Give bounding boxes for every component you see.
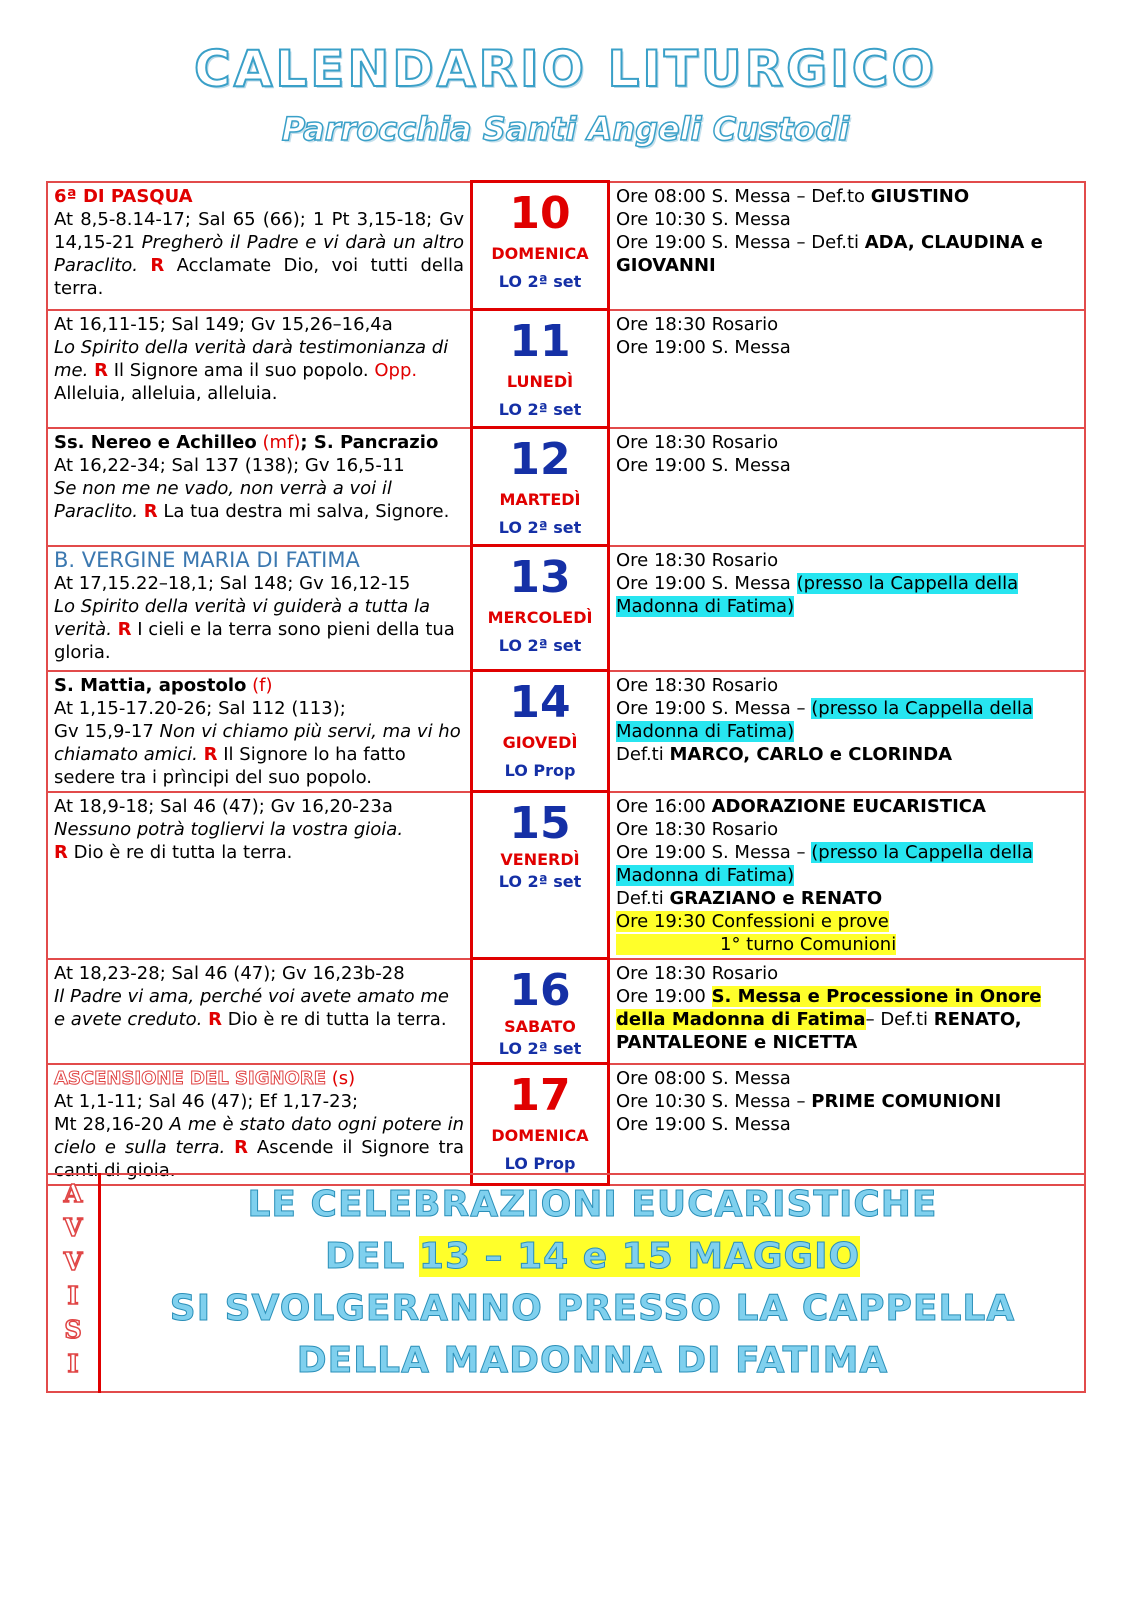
date-cell	[472, 182, 609, 310]
notices-row	[47, 1174, 1085, 1392]
response-marker: R	[234, 1136, 248, 1158]
readings-ref: At 16,11-15; Sal 149; Gv 15,26–16,4a	[54, 313, 393, 335]
schedule-item: Ore 18:30 Rosario	[616, 962, 779, 984]
schedule-item: Ore 10:30 S. Messa	[616, 208, 791, 230]
day-name: DOMENICA	[491, 244, 589, 263]
readings-ref: At 1,15-17.20-26; Sal 112 (113);	[54, 697, 346, 719]
day-name: MERCOLEDÌ	[487, 608, 593, 627]
response-marker: R	[208, 1008, 223, 1030]
readings-ref: Mt 28,16-20	[54, 1113, 164, 1135]
antiphon: Non vi chiamo più servi, ma vi ho chiamato amici.	[54, 720, 461, 765]
schedule-item: Ore 19:00 S. Messa	[616, 336, 791, 358]
readings-ref: At 8,5-8.14-17; Sal 65 (66); 1 Pt 3,15-18; Gv 14,15-21	[54, 208, 464, 253]
celebration-title: S. Mattia, apostolo (f)	[54, 674, 273, 696]
day-number: 16	[509, 965, 571, 1016]
liturgy-of-hours: LO 2ª set	[498, 872, 582, 891]
schedule-item: Ore 10:30 S. Messa – PRIME COMUNIONI	[616, 1090, 1002, 1112]
schedule-item: Def.ti GRAZIANO e RENATO	[616, 887, 883, 909]
notices-label: A V V I S I	[47, 1174, 100, 1392]
response-marker: R	[54, 841, 68, 863]
readings-cell	[47, 310, 472, 428]
psalm-response: Acclamate Dio, voi tutti della terra.	[54, 254, 464, 299]
calendar-table	[46, 180, 1086, 1186]
liturgy-of-hours: LO Prop	[504, 761, 576, 780]
readings-cell	[47, 428, 472, 546]
response-marker: R	[150, 254, 165, 276]
readings-cell	[47, 959, 472, 1064]
celebration-title: Ss. Nereo e Achilleo (mf); S. Pancrazio	[54, 431, 439, 453]
schedule-item: Ore 19:00 S. Messa (presso la Cappella della Madonna di Fatima)	[616, 572, 1019, 617]
liturgy-of-hours: LO 2ª set	[498, 400, 582, 419]
notices-table	[46, 1173, 1086, 1393]
day-number: 10	[509, 188, 571, 239]
readings-ref: Gv 15,9-17	[54, 720, 154, 742]
schedule-cell	[609, 671, 1086, 792]
psalm-response: Il Signore lo ha fatto sedere tra i prìncipi del suo popolo.	[54, 743, 406, 788]
date-cell	[472, 310, 609, 428]
schedule-item: 1° turno Comunioni	[616, 933, 1078, 956]
schedule-item: Ore 19:00 S. Messa – (presso la Cappella della Madonna di Fatima)	[616, 841, 1033, 886]
antiphon: Lo Spirito della verità vi guiderà a tutta la verità.	[54, 595, 430, 640]
readings-cell	[47, 546, 472, 671]
schedule-item: Ore 19:00 S. Messa	[616, 454, 791, 476]
readings-ref: At 16,22-34; Sal 137 (138); Gv 16,5-11	[54, 454, 405, 476]
day-number: 14	[509, 677, 571, 728]
celebration-title: ASCENSIONE DEL SIGNORE (s)	[54, 1067, 356, 1089]
antiphon: Se non me ne vado, non verrà a voi il Paraclito.	[54, 477, 392, 522]
psalm-response: Ascende il Signore tra canti di gioia.	[54, 1136, 464, 1181]
schedule-cell	[609, 546, 1086, 671]
celebration-title: B. VERGINE MARIA DI FATIMA	[54, 547, 360, 572]
schedule-item: Ore 08:00 S. Messa – Def.to GIUSTINO	[616, 185, 970, 207]
schedule-item: Ore 18:30 Rosario	[616, 313, 779, 335]
table-row	[47, 182, 1085, 310]
table-row	[47, 546, 1085, 671]
readings-cell	[47, 1064, 472, 1185]
schedule-item: Def.ti MARCO, CARLO e CLORINDA	[616, 743, 953, 765]
location-highlight: (presso la Cappella della Madonna di Fatima)	[616, 841, 1033, 886]
readings-ref: At 18,23-28; Sal 46 (47); Gv 16,23b-28	[54, 962, 405, 984]
schedule-cell	[609, 428, 1086, 546]
date-cell	[472, 546, 609, 671]
page-subtitle: Parrocchia Santi Angeli Custodi	[281, 110, 850, 148]
table-row	[47, 671, 1085, 792]
table-row	[47, 310, 1085, 428]
readings-cell	[47, 792, 472, 959]
notice-text: LE CELEBRAZIONI EUCARISTICHE DEL 13 – 14 e 15 MAGGIO SI SVOLGERANNO PRESSO LA CAPPELLA DELLA MADONNA DI FATIMA	[100, 1174, 1086, 1392]
table-row	[47, 792, 1085, 959]
day-number: 13	[509, 552, 571, 603]
antiphon: Pregherò il Padre e vi darà un altro Paraclito.	[54, 231, 464, 276]
antiphon: Il Padre vi ama, perché voi avete amato me e avete creduto.	[54, 985, 449, 1030]
readings-ref: At 1,1-11; Sal 46 (47); Ef 1,17-23;	[54, 1090, 359, 1112]
day-number: 12	[509, 434, 571, 485]
antiphon: Lo Spirito della verità darà testimonianza di me.	[54, 336, 449, 381]
liturgy-of-hours: LO 2ª set	[498, 518, 582, 537]
day-name: LUNEDÌ	[506, 372, 574, 391]
opp-label: Opp.	[374, 359, 418, 381]
day-number: 15	[509, 798, 571, 849]
day-number: 11	[509, 316, 571, 367]
schedule-cell	[609, 182, 1086, 310]
psalm-response: La tua destra mi salva, Signore.	[163, 500, 450, 522]
liturgy-of-hours: LO 2ª set	[498, 272, 582, 291]
day-name: MARTEDÌ	[499, 490, 581, 509]
schedule-item: Ore 16:00 ADORAZIONE EUCARISTICA	[616, 795, 986, 817]
schedule-cell	[609, 792, 1086, 959]
readings-cell	[47, 182, 472, 310]
day-name: GIOVEDÌ	[502, 733, 578, 752]
readings-cell	[47, 671, 472, 792]
response-marker: R	[94, 359, 108, 381]
table-row	[47, 959, 1085, 1064]
page-title: CALENDARIO LITURGICO	[194, 40, 937, 98]
date-cell	[472, 959, 609, 1064]
schedule-item: Ore 19:30 Confessioni e prove	[616, 910, 889, 932]
schedule-cell	[609, 310, 1086, 428]
day-name: DOMENICA	[491, 1126, 589, 1145]
location-highlight: (presso la Cappella della Madonna di Fatima)	[616, 697, 1033, 742]
date-cell	[472, 1064, 609, 1185]
table-row	[47, 1064, 1085, 1185]
schedule-item: Ore 19:00 S. Messa	[616, 1113, 791, 1135]
schedule-item: Ore 18:30 Rosario	[616, 818, 779, 840]
liturgy-of-hours: LO Prop	[504, 1154, 576, 1173]
psalm-response: I cieli e la terra sono pieni della tua gloria.	[54, 618, 455, 663]
psalm-response: Dio è re di tutta la terra.	[227, 1008, 447, 1030]
response-marker: R	[143, 500, 158, 522]
readings-ref: At 18,9-18; Sal 46 (47); Gv 16,20-23a	[54, 795, 393, 817]
day-name: SABATO	[504, 1017, 576, 1036]
schedule-item: Ore 18:30 Rosario	[616, 549, 779, 571]
psalm-response: Il Signore ama il suo popolo.	[113, 359, 369, 381]
date-cell	[472, 792, 609, 959]
opp-text: Alleluia, alleluia, alleluia.	[54, 382, 278, 404]
day-name: VENERDÌ	[500, 850, 580, 869]
schedule-cell	[609, 1064, 1086, 1185]
liturgy-of-hours: LO 2ª set	[498, 636, 582, 655]
table-row	[47, 428, 1085, 546]
dates-highlight: 13 – 14 e 15 MAGGIO	[418, 1236, 861, 1277]
schedule-cell	[609, 959, 1086, 1064]
response-marker: R	[117, 618, 132, 640]
schedule-item: Ore 08:00 S. Messa	[616, 1067, 791, 1089]
schedule-item: Ore 18:30 Rosario	[616, 431, 779, 453]
psalm-response: Dio è re di tutta la terra.	[73, 841, 293, 863]
schedule-item: Ore 19:00 S. Messa – Def.ti ADA, CLAUDINA e GIOVANNI	[616, 231, 1043, 276]
schedule-item: Ore 19:00 S. Messa – (presso la Cappella della Madonna di Fatima)	[616, 697, 1033, 742]
schedule-item: Ore 19:00 S. Messa e Processione in Onore della Madonna di Fatima– Def.ti RENATO, PANTALEONE e NICETTA	[616, 985, 1042, 1053]
antiphon: A me è stato dato ogni potere in cielo e sulla terra.	[54, 1113, 464, 1158]
readings-ref: At 17,15.22–18,1; Sal 148; Gv 16,12-15	[54, 572, 411, 594]
date-cell	[472, 428, 609, 546]
antiphon: Nessuno potrà togliervi la vostra gioia.	[54, 818, 404, 840]
date-cell	[472, 671, 609, 792]
celebration-title: 6ª DI PASQUA	[54, 185, 193, 207]
day-number: 17	[509, 1070, 571, 1121]
schedule-item: Ore 18:30 Rosario	[616, 674, 779, 696]
location-highlight: (presso la Cappella della Madonna di Fatima)	[616, 572, 1019, 617]
event-highlight: S. Messa e Processione in Onore della Madonna di Fatima	[616, 985, 1042, 1030]
response-marker: R	[203, 743, 218, 765]
liturgy-of-hours: LO 2ª set	[498, 1039, 582, 1058]
